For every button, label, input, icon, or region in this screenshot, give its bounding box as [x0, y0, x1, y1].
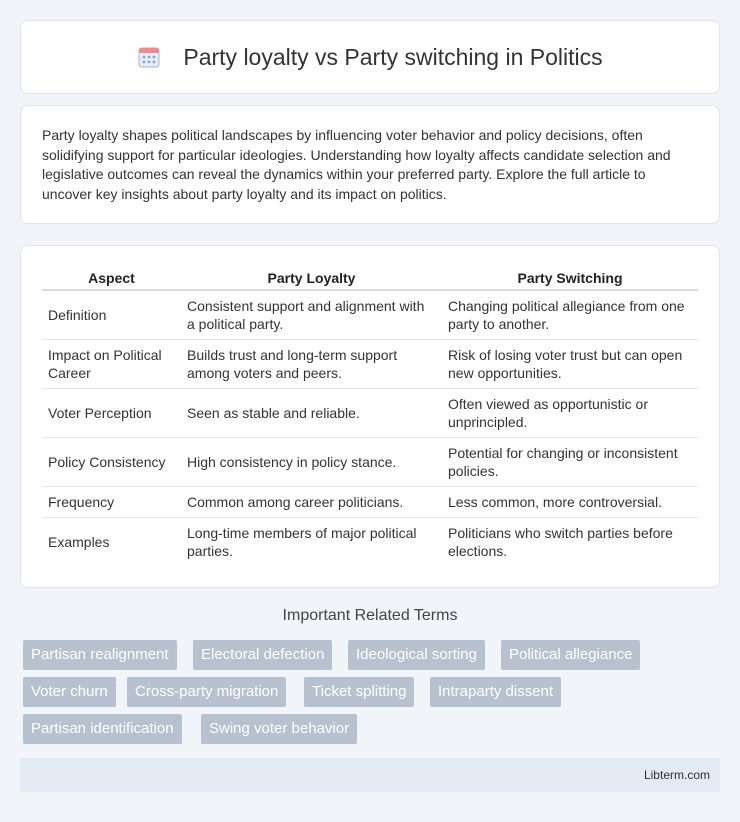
table-header-row	[42, 264, 698, 291]
related-term-tag[interactable]: Intraparty dissent	[430, 677, 561, 707]
table-cell: Risk of losing voter trust but can open new opportunities.	[442, 340, 698, 389]
table-cell: Impact on Political Career	[42, 340, 181, 389]
table-cell: Policy Consistency	[42, 438, 181, 487]
table-cell: Definition	[42, 291, 181, 340]
title-card	[20, 20, 720, 94]
table-cell: Common among career politicians.	[181, 487, 442, 518]
table-cell: Less common, more controversial.	[442, 487, 698, 518]
footer	[20, 758, 720, 792]
column-header: Aspect	[42, 264, 181, 291]
column-header: Party Loyalty	[181, 264, 442, 291]
table-cell: Often viewed as opportunistic or unprincipled.	[442, 389, 698, 438]
table-cell: Politicians who switch parties before elections.	[448, 525, 673, 559]
related-term-tag[interactable]: Electoral defection	[193, 640, 332, 670]
table-cell: Examples	[48, 534, 110, 550]
table-cell: High consistency in policy stance.	[181, 438, 442, 487]
comparison-table	[42, 264, 698, 566]
table-cell: Frequency	[42, 487, 181, 518]
related-term-tag[interactable]: Voter churn	[23, 677, 116, 707]
table-row	[42, 438, 698, 487]
table-cell: Potential for changing or inconsistent policies.	[442, 438, 698, 487]
table-row	[42, 291, 698, 340]
table-row	[42, 518, 698, 566]
related-terms-title: Important Related Terms	[282, 607, 458, 624]
related-term-tag[interactable]: Ideological sorting	[348, 640, 485, 670]
calendar-icon	[137, 45, 161, 69]
related-term-tag[interactable]: Partisan identification	[23, 714, 182, 744]
related-term-tag[interactable]: Ticket splitting	[304, 677, 414, 707]
table-cell: Consistent support and alignment with a political party.	[181, 291, 442, 340]
table-cell: Long-time members of major political parties.	[187, 525, 417, 559]
table-row	[42, 389, 698, 438]
related-term-tag[interactable]: Swing voter behavior	[201, 714, 357, 744]
table-row	[42, 340, 698, 389]
column-header: Party Switching	[442, 264, 698, 291]
table-cell: Voter Perception	[42, 389, 181, 438]
related-term-tag[interactable]: Political allegiance	[501, 640, 640, 670]
page-title: Party loyalty vs Party switching in Politics	[183, 43, 603, 70]
related-term-tag[interactable]: Cross-party migration	[127, 677, 286, 707]
table-cell: Seen as stable and reliable.	[181, 389, 442, 438]
intro-card	[20, 105, 720, 224]
intro-text: Party loyalty shapes political landscapes by influencing voter behavior and policy decisions, often solidifying support for particular ideologies. Understanding how loyalty affects candidate selection and legislative outcomes can reveal the dynamics within your preferred party. Explore the full article to uncover key insights about party loyalty and its impact on politics.	[42, 127, 671, 202]
related-term-tag[interactable]: Partisan realignment	[23, 640, 177, 670]
footer-link[interactable]: Libterm.com	[643, 768, 710, 782]
table-cell: Changing political allegiance from one party to another.	[442, 291, 698, 340]
table-cell: Builds trust and long-term support among voters and peers.	[181, 340, 442, 389]
comparison-card	[20, 245, 720, 588]
table-row	[42, 487, 698, 518]
